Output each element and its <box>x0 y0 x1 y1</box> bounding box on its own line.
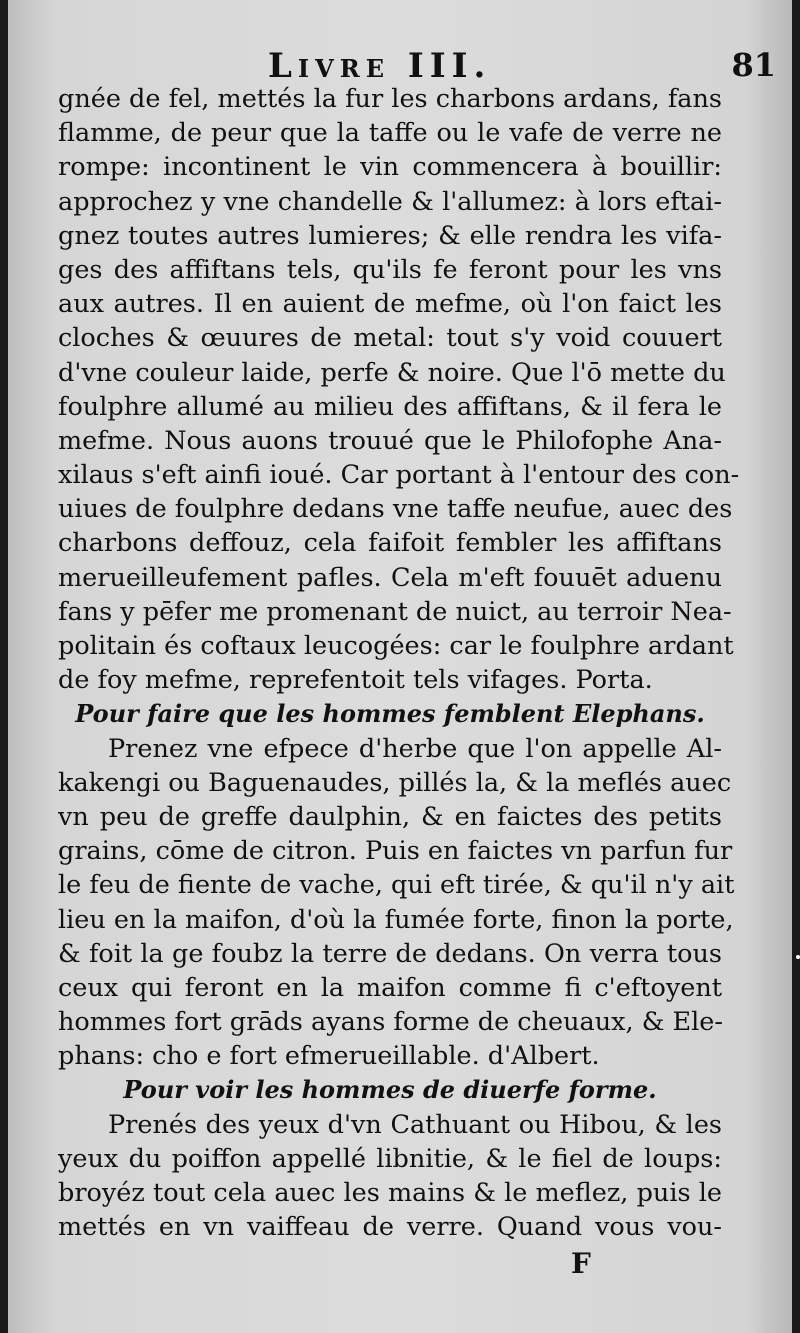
text-line: flamme, de peur que la taffe ou le vafe de verre ne <box>58 118 722 149</box>
page-header <box>68 42 776 86</box>
text-line: fans y pēfer me promenant de nuict, au terroir Nea- <box>58 596 732 627</box>
edge-dot <box>796 955 800 959</box>
text-line: politain és coftaux leucogées: car le foulphre ardant <box>58 631 734 661</box>
section-heading: Pour faire que les hommes femblent Elephans. <box>75 699 705 729</box>
text-line: ges des affiftans tels, qu'ils fe feront pour les vns <box>58 254 722 285</box>
text-line: Prenez vne efpece d'herbe que l'on appelle Al- <box>108 733 722 764</box>
text-line: d'vne couleur laide, perfe & noire. Que l'ō mette du <box>58 357 726 388</box>
text-line: mefme. Nous auons trouué que le Philofophe Ana- <box>58 425 722 456</box>
text-line: merueilleufement pafles. Cela m'eft fouuēt aduenu <box>58 562 722 593</box>
text-line: uiues de foulphre dedans vne taffe neufue, auec des <box>58 494 733 525</box>
section-heading: Pour voir les hommes de diuerfe forme. <box>123 1075 657 1105</box>
page-number: 81 <box>731 46 776 84</box>
text-line: xilaus s'eft ainfi ioué. Car portant à l'entour des con- <box>58 460 740 491</box>
text-line: rompe: incontinent le vin commencera à bouillir: <box>58 152 722 183</box>
text-line: phans: cho e fort efmerueillable. d'Albert. <box>58 1041 600 1072</box>
signature-mark: F <box>571 1247 591 1280</box>
text-line: vn peu de greffe daulphin, & en faictes des petits <box>58 801 722 832</box>
book-page <box>8 0 792 1333</box>
text-line: cloches & œuures de metal: tout s'y void couuert <box>58 323 722 354</box>
text-line: lieu en la maifon, d'où la fumée forte, finon la porte, <box>58 904 734 935</box>
text-line: grains, cōme de citron. Puis en faictes vn parfun fur <box>58 836 733 867</box>
text-line: le feu de fiente de vache, qui eft tirée, & qu'il n'y ait <box>58 870 735 901</box>
running-head: Livre III. <box>268 46 492 86</box>
text-line: broyéz tout cela auec les mains & le meflez, puis le <box>58 1178 722 1208</box>
body-text <box>58 82 740 1244</box>
text-line: de foy mefme, reprefentoit tels vifages. Porta. <box>58 665 653 696</box>
text-line: gnée de fel, mettés la fur les charbons ardans, fans <box>58 84 722 114</box>
text-line: ceux qui feront en la maifon comme fi c'eftoyent <box>58 972 722 1003</box>
text-line: charbons deffouz, cela faifoit fembler les affiftans <box>58 528 722 559</box>
text-line: mettés en vn vaiffeau de verre. Quand vous vou- <box>58 1212 722 1243</box>
text-line: hommes fort grāds ayans forme de cheuaux, & Ele- <box>58 1007 724 1038</box>
text-line: approchez y vne chandelle & l'allumez: à lors eftai- <box>58 186 722 217</box>
text-line: Prenés des yeux d'vn Cathuant ou Hibou, & les <box>108 1109 722 1140</box>
text-line: gnez toutes autres lumieres; & elle rendra les vifa- <box>58 220 722 251</box>
text-line: & foit la ge foubz la terre de dedans. On verra tous <box>58 938 722 969</box>
text-line: aux autres. Il en auient de mefme, où l'on faict les <box>58 289 722 320</box>
text-line: yeux du poiffon appellé libnitie, & le fiel de loups: <box>58 1143 722 1174</box>
text-line: foulphre allumé au milieu des affiftans, & il fera le <box>58 391 722 422</box>
text-line: kakengi ou Baguenaudes, pillés la, & la meflés auec <box>58 767 732 798</box>
